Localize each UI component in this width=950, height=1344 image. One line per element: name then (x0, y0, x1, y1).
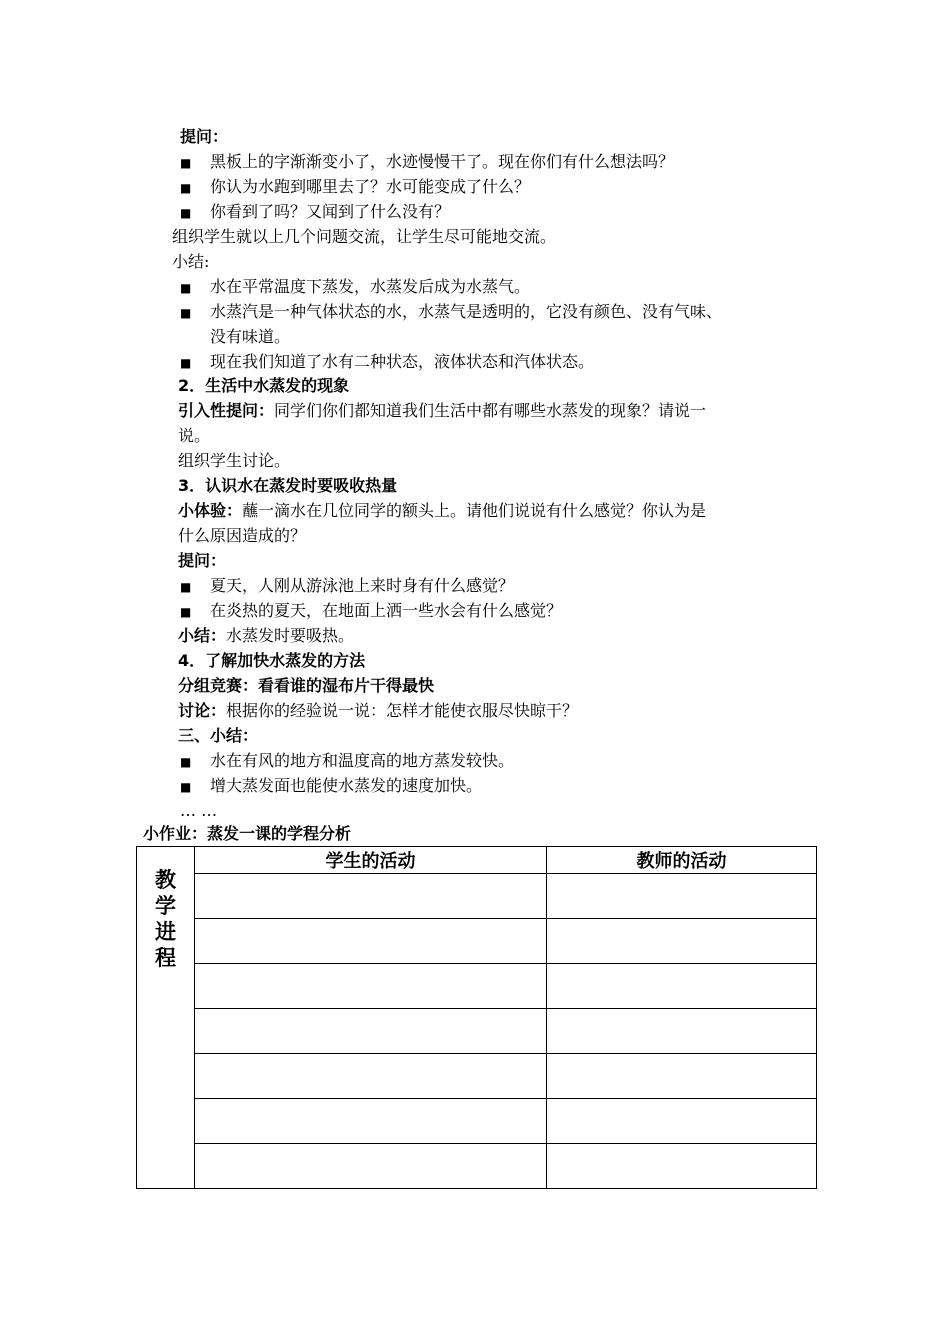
teacher-activity-cell[interactable] (547, 1054, 817, 1099)
ask-label: 提问： (178, 551, 227, 570)
student-activity-cell[interactable] (195, 1009, 547, 1054)
summary-label: 小结： (178, 626, 227, 645)
section-heading: 2．生活中水蒸发的现象 (178, 376, 350, 395)
student-activity-cell[interactable] (195, 964, 547, 1009)
teacher-activity-cell[interactable] (547, 964, 817, 1009)
bullet-icon: ■ (180, 306, 192, 320)
bullet-icon: ■ (180, 605, 192, 619)
summary-text: 水在平常温度下蒸发，水蒸发后成为水蒸气。 (210, 277, 531, 296)
student-activity-cell[interactable] (195, 919, 547, 964)
intro-continuation: 说。 (178, 426, 211, 445)
bullet-icon: ■ (180, 206, 192, 220)
summary-item (180, 749, 514, 774)
bullet-icon: ■ (180, 156, 192, 170)
student-activity-cell[interactable] (195, 1099, 547, 1144)
question-item (180, 599, 562, 624)
experience-text: 蘸一滴水在几位同学的额头上。请他们说说有什么感觉？你认为是 (242, 501, 707, 520)
summary-continuation: 没有味道。 (210, 327, 291, 346)
summary-text: 现在我们知道了水有二种状态，液体状态和汽体状态。 (210, 352, 595, 371)
ask-label: 提问： (180, 127, 229, 146)
bullet-icon: ■ (180, 181, 192, 195)
intro-label: 引入性提问： (178, 401, 275, 420)
table-row (137, 919, 817, 964)
analysis-table (136, 846, 817, 1189)
student-activity-cell[interactable] (195, 1054, 547, 1099)
discuss-text: 组织学生讨论。 (178, 451, 291, 470)
question-text: 你认为水跑到哪里去了？水可能变成了什么？ (210, 177, 531, 196)
discuss-label: 讨论： (178, 701, 227, 720)
question-item (180, 574, 514, 599)
teacher-activity-cell[interactable] (547, 919, 817, 964)
question-item (180, 150, 674, 175)
table-row (137, 874, 817, 919)
section-heading: 4．了解加快水蒸发的方法 (178, 651, 366, 670)
side-label-char: 学 (155, 894, 176, 918)
teacher-activity-cell[interactable] (547, 1144, 817, 1189)
teacher-activity-cell[interactable] (547, 874, 817, 919)
table-row (137, 1144, 817, 1189)
section-heading: 3．认识水在蒸发时要吸收热量 (178, 476, 398, 495)
side-label-char: 程 (155, 946, 176, 970)
bullet-icon: ■ (180, 780, 192, 794)
question-item (180, 175, 530, 200)
side-label-cell (137, 847, 195, 1189)
summary-text: 增大蒸发面也能使水蒸发的速度加快。 (210, 776, 483, 795)
table-row (137, 1009, 817, 1054)
side-label-char: 进 (155, 920, 176, 944)
experience-line (178, 499, 706, 523)
contest-text: 分组竞赛：看看谁的湿布片干得最快 (178, 676, 435, 695)
teacher-activity-cell[interactable] (547, 1009, 817, 1054)
summary-item (180, 300, 722, 325)
summary-line (178, 624, 354, 648)
column-header-teacher: 教师的活动 (547, 847, 817, 874)
summary-item (180, 275, 530, 300)
summary-item (180, 774, 482, 799)
experience-continuation: 什么原因造成的？ (178, 526, 307, 545)
intro-question (178, 399, 706, 423)
column-header-student: 学生的活动 (195, 847, 547, 874)
summary-label: 小结: (172, 252, 210, 271)
question-text: 你看到了吗？又闻到了什么没有？ (210, 202, 451, 221)
discuss-text: 根据你的经验说一说：怎样才能使衣服尽快晾干？ (226, 701, 579, 720)
student-activity-cell[interactable] (195, 1144, 547, 1189)
question-text: 黑板上的字渐渐变小了，水迹慢慢干了。现在你们有什么想法吗？ (210, 152, 675, 171)
student-activity-cell[interactable] (195, 874, 547, 919)
bullet-icon: ■ (180, 356, 192, 370)
homework-title: 小作业：蒸发一课的学程分析 (143, 824, 352, 843)
section-heading: 三、小结： (178, 726, 259, 745)
teacher-activity-cell[interactable] (547, 1099, 817, 1144)
question-text: 夏天，人刚从游泳池上来时身有什么感觉？ (210, 576, 515, 595)
side-label-char: 教 (155, 868, 176, 892)
table-row (137, 1054, 817, 1099)
summary-text: 水蒸发时要吸热。 (226, 626, 355, 645)
organize-text: 组织学生就以上几个问题交流，让学生尽可能地交流。 (172, 227, 557, 246)
bullet-icon: ■ (180, 755, 192, 769)
summary-item (180, 350, 594, 375)
bullet-icon: ■ (180, 281, 192, 295)
discuss-line (178, 699, 578, 723)
question-text: 在炎热的夏天，在地面上洒一些水会有什么感觉？ (210, 601, 563, 620)
table-header-row (137, 847, 817, 874)
summary-text: 水蒸汽是一种气体状态的水，水蒸气是透明的，它没有颜色、没有气味、 (210, 302, 723, 321)
summary-text: 水在有风的地方和温度高的地方蒸发较快。 (210, 751, 515, 770)
table-row (137, 964, 817, 1009)
ellipsis: … … (180, 801, 218, 820)
experience-label: 小体验： (178, 501, 243, 520)
question-item (180, 200, 450, 225)
intro-text: 同学们你们都知道我们生活中都有哪些水蒸发的现象？请说一 (274, 401, 707, 420)
bullet-icon: ■ (180, 580, 192, 594)
table-row (137, 1099, 817, 1144)
